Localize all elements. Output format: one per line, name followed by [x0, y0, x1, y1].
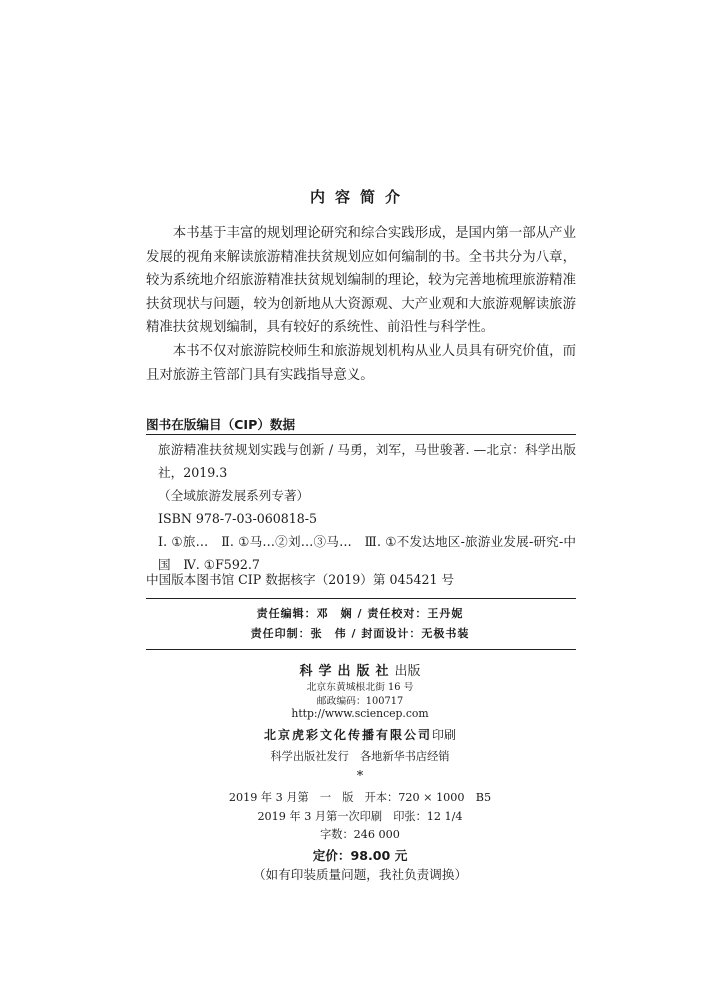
editors-block: [0, 604, 720, 644]
cip-title-line: 旅游精准扶贫规划实践与创新 / 马勇，刘军，马世骏著. —北京：科学出版社，2019.3: [158, 442, 576, 480]
summary-body: [146, 222, 576, 387]
publisher-address: 北京东黄城根北街 16 号: [306, 682, 414, 693]
distribution-line: 科学出版社发行 各地新华书店经销: [270, 750, 450, 763]
publisher-postcode: 邮政编码：100717: [316, 696, 404, 707]
publisher-address-block: [0, 681, 720, 709]
cip-header: 图书在版编目（CIP）数据: [146, 417, 296, 432]
printer-suffix: 印刷: [432, 728, 457, 742]
quality-note: （如有印装质量问题，我社负责调换）: [252, 867, 468, 882]
printer-name: 北京虎彩文化传播有限公司: [263, 728, 432, 742]
publisher-name-suffix: 出版: [394, 664, 421, 679]
price-line: [0, 845, 720, 864]
cip-top-rule: [146, 434, 576, 435]
summary-title: 内容简介: [309, 188, 410, 206]
edition-line: 2019 年 3 月第 一 版 开本：720 × 1000 B5: [228, 791, 492, 804]
printer-line: [0, 726, 720, 743]
editors-line-2: 责任印制：张 伟 / 封面设计：无极书装: [250, 627, 470, 640]
editors-line-1: 责任编辑：邓 娴 / 责任校对：王丹妮: [256, 607, 464, 620]
summary-paragraph: 本书基于丰富的规划理论研究和综合实践形成，是国内第一部从产业发展的视角来解读旅游精准扶贫规划应如何编制的书。全书共分为八章，较为系统地介绍旅游精准扶贫规划编制的理论，较为完善地梳理旅游精准扶贫现状与问题，较为创新地从大资源观、大产业观和大旅游观解读旅游精准扶贫规划编制，具有较好的系统性、前沿性与科学性。: [146, 226, 576, 336]
cip-body: [146, 438, 576, 576]
publisher-name: 科学出版社: [299, 664, 395, 679]
print-line: 2019 年 3 月第一次印刷 印张：12 1/4: [257, 810, 463, 823]
price-label: 定价：: [312, 848, 351, 863]
publisher-url: http://www.sciencep.com: [291, 707, 429, 720]
word-count: 字数：246 000: [320, 828, 400, 841]
editors-rule: [146, 649, 576, 650]
summary-paragraph: 本书不仅对旅游院校师生和旅游规划机构从业人员具有研究价值，而且对旅游主管部门具有实践指导意义。: [146, 343, 576, 383]
cip-isbn: ISBN 978-7-03-060818-5: [158, 511, 318, 526]
cip-catalog-number: 中国版本图书馆 CIP 数据核字（2019）第 045421 号: [146, 572, 455, 587]
separator-star: *: [356, 769, 364, 784]
cip-classification: Ⅰ. ①旅… Ⅱ. ①马…②刘…③马… Ⅲ. ①不发达地区-旅游业发展-研究-中国 Ⅳ. ①F592.7: [158, 534, 576, 572]
cip-series: （全域旅游发展系列专著）: [158, 488, 310, 503]
cip-bottom-rule: [146, 598, 576, 599]
publisher-name-line: [0, 660, 720, 679]
price-value: 98.00 元: [350, 848, 408, 863]
